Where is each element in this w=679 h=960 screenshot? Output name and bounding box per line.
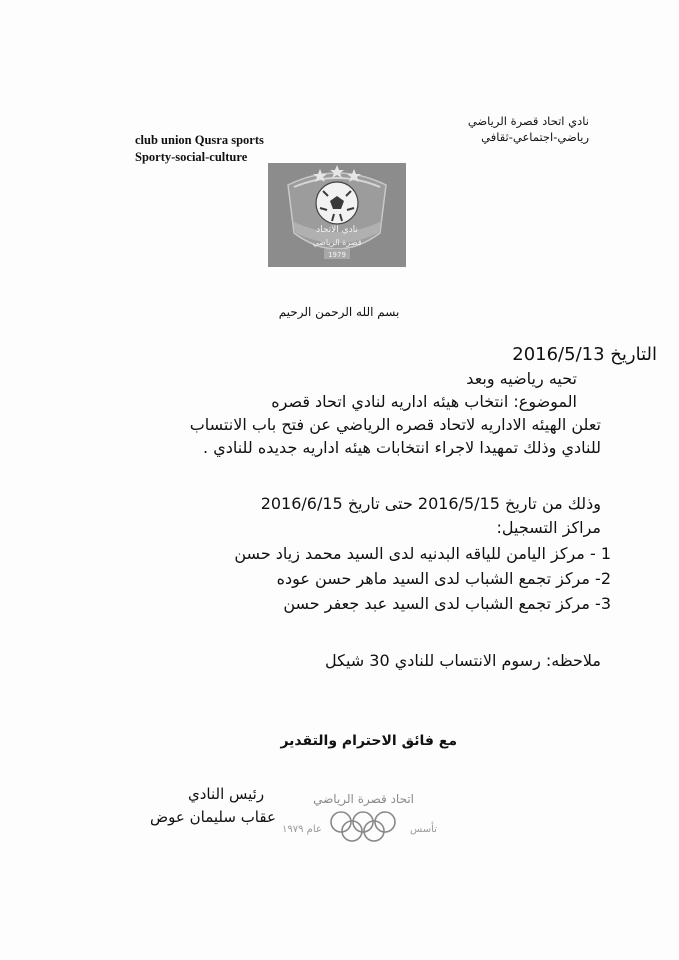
registration-centers-title: مراكز التسجيل: — [496, 518, 601, 537]
header-arabic-tagline: رياضي-اجتماعي-ثقافي — [481, 130, 589, 144]
letter-greeting: تحيه رياضيه وبعد — [466, 369, 577, 388]
basmala: بسم الله الرحمن الرحيم — [278, 305, 400, 319]
registration-period: وذلك من تاريخ 2016/5/15 حتى تاريخ 2016/6/15 — [260, 494, 601, 513]
club-stamp — [282, 790, 442, 850]
registration-center-2: 2- مركز تجمع الشباب لدى السيد ماهر حسن عوده — [276, 569, 611, 588]
letter-body — [89, 344, 657, 685]
signature-title: رئيس النادي — [188, 785, 265, 803]
header-english-club-name: club union Qusra sports — [135, 133, 264, 147]
letter-subject: الموضوع: انتخاب هيئه اداريه لنادي اتحاد قصره — [271, 392, 577, 411]
letter-date: التاريخ 2016/5/13 — [512, 344, 657, 365]
letter-paragraph-line-1: تعلن الهيئه الاداريه لاتحاد قصره الرياضي عن فتح باب الانتساب — [189, 415, 601, 434]
closing-salutation: مع فائق الاحترام والتقدير — [280, 733, 457, 749]
header-english-tagline: Sporty-social-culture — [135, 150, 248, 164]
club-logo — [268, 163, 406, 267]
logo-year-text: 1979 — [328, 251, 346, 259]
logo-town-text: قصرة الرياضي — [312, 238, 362, 247]
stamp-established-year: عام ١٩٧٩ — [282, 824, 322, 835]
fee-note: ملاحظه: رسوم الانتساب للنادي 30 شيكل — [325, 651, 601, 670]
signature-name: عقاب سليمان عوض — [150, 808, 276, 826]
registration-center-3: 3- مركز تجمع الشباب لدى السيد عبد جعفر حسن — [283, 594, 611, 613]
header-arabic-club-name: نادي اتحاد قصرة الرياضي — [467, 114, 589, 128]
stamp-established-label: تأسس — [410, 824, 437, 835]
header-arabic — [468, 113, 589, 145]
logo-club-text: نادي الاتحاد — [316, 225, 358, 235]
club-crest-icon — [268, 163, 406, 267]
stamp-club-name: اتحاد قصرة الرياضي — [313, 792, 414, 806]
registration-center-1: 1 - مركز اليامن للياقه البدنيه لدى السيد محمد زياد حسن — [234, 544, 611, 563]
letter-paragraph-line-2: للنادي وذلك تمهيدا لاجراء انتخابات هيئه اداريه جديده للنادي . — [203, 438, 601, 457]
olympic-rings-icon — [327, 808, 399, 844]
header-english — [135, 132, 264, 166]
